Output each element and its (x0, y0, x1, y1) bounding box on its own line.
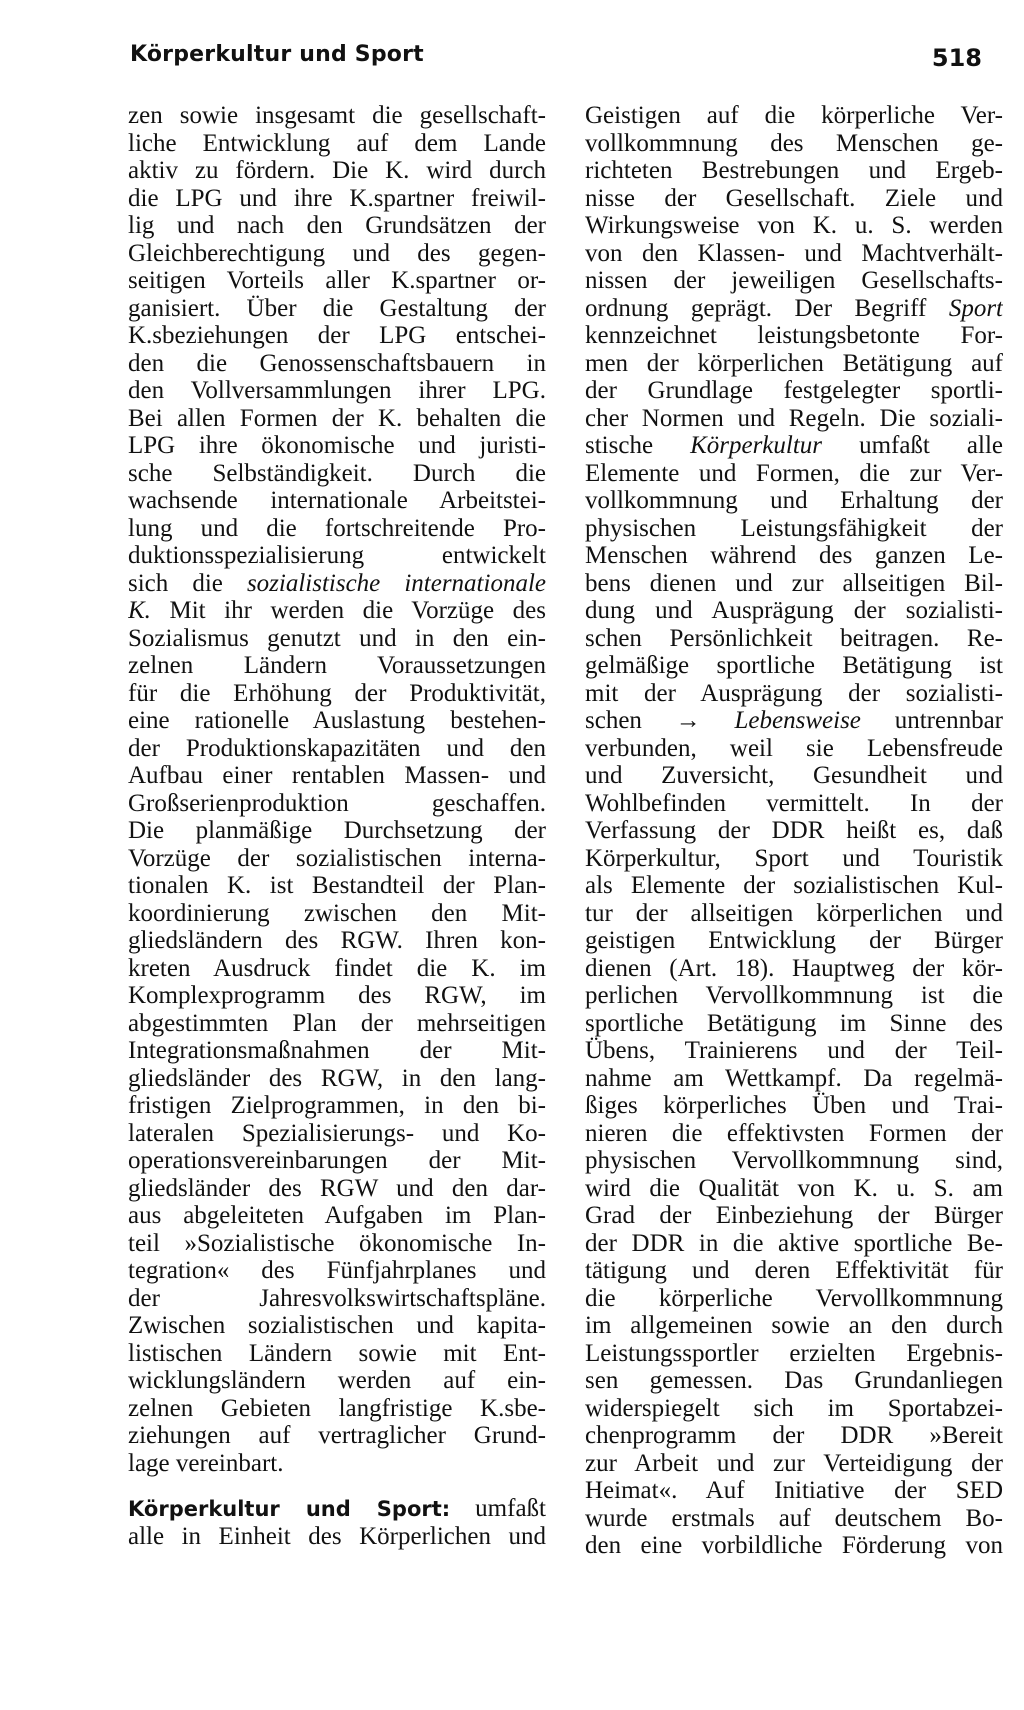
text-line: gelmäßige sportliche Betätigung ist (585, 652, 1003, 679)
text-line: lung und die fortschreitende Pro- (128, 514, 546, 542)
text-line: Geistigen auf die körperliche Ver- (585, 102, 1003, 129)
text-line: ordnung geprägt. Der Begriff Sport (585, 294, 1003, 322)
text-line: alle in Einheit des Körperlichen und (128, 1522, 546, 1550)
text-line: tegration« des Fünfjahrplanes und (128, 1257, 546, 1284)
italic-term: Lebensweise (734, 707, 861, 734)
text-line: geistigen Entwicklung der Bürger (585, 927, 1003, 954)
text-line: Menschen während des ganzen Le- (585, 542, 1003, 569)
text-line: physischen Leistungsfähigkeit der (585, 514, 1003, 542)
text-line: verbunden, weil sie Lebensfreude (585, 734, 1003, 762)
text-line: den eine vorbildliche Förderung von (585, 1532, 1003, 1559)
text-line: Gleichberechtigung und des gegen- (128, 239, 546, 267)
text-line: gliedsländer des RGW und den dar- (128, 1174, 546, 1202)
text-line: Vorzüge der sozialistischen interna- (128, 844, 546, 872)
text-line: vollkommnung des Menschen ge- (585, 129, 1003, 157)
text-line: kreten Ausdruck findet die K. im (128, 954, 546, 982)
text-line: zelnen Gebieten langfristige K.sbe- (128, 1394, 546, 1422)
text-line: die LPG und ihre K.spartner freiwil- (128, 184, 546, 212)
text-line: Übens, Trainierens und der Teil- (585, 1037, 1003, 1064)
text-line: ziehungen auf vertraglicher Grund- (128, 1422, 546, 1449)
text-line: nissen der jeweiligen Gesellschafts- (585, 267, 1003, 294)
text-line: K.sbeziehungen der LPG entschei- (128, 322, 546, 349)
text-line: liche Entwicklung auf dem Lande (128, 129, 546, 157)
text-line: Wohlbefinden vermittelt. In der (585, 789, 1003, 817)
text-line: schen Persönlichkeit beitragen. Re- (585, 624, 1003, 652)
text-line: gliedsländern des RGW. Ihren kon- (128, 927, 546, 954)
text-line: sen gemessen. Das Grundanliegen (585, 1367, 1003, 1394)
text-line: sche Selbständigkeit. Durch die (128, 459, 546, 487)
text-line: als Elemente der sozialistischen Kul- (585, 872, 1003, 899)
text-line: operationsvereinbarungen der Mit- (128, 1147, 546, 1174)
text-line: nieren die effektivsten Formen der (585, 1119, 1003, 1147)
text-line: widerspiegelt sich im Sportabzei- (585, 1394, 1003, 1422)
left-column (128, 102, 546, 1550)
text-line: perlichen Vervollkommnung ist die (585, 982, 1003, 1009)
text-line: Elemente und Formen, die zur Ver- (585, 459, 1003, 487)
text-line: für die Erhöhung der Produktivität, (128, 679, 546, 707)
text-line: teil »Sozialistische ökonomische In- (128, 1229, 546, 1257)
text-line: lig und nach den Grundsätzen der (128, 212, 546, 239)
text-line: Bei allen Formen der K. behalten die (128, 404, 546, 432)
text-line: dung und Ausprägung der sozialisti- (585, 597, 1003, 624)
entry-heading-line: Körperkultur und Sport: umfaßt (128, 1495, 546, 1522)
text-line: der Produktionskapazitäten und den (128, 734, 546, 762)
text-line: aus abgeleiteten Aufgaben im Plan- (128, 1202, 546, 1229)
text-line: vollkommnung und Erhaltung der (585, 487, 1003, 514)
text-line: von den Klassen- und Machtverhält- (585, 239, 1003, 267)
text-line: nisse der Gesellschaft. Ziele und (585, 184, 1003, 212)
italic-term: Körperkultur (690, 432, 823, 459)
text-line: den Vollversammlungen ihrer LPG. (128, 377, 546, 404)
text-line: wird die Qualität von K. u. S. am (585, 1174, 1003, 1202)
text-line: mit der Ausprägung der sozialisti- (585, 679, 1003, 707)
italic-term: K. (128, 597, 151, 624)
text-line: ganisiert. Über die Gestaltung der (128, 294, 546, 322)
italic-term: sozialistische internationale (246, 569, 546, 597)
text-line: Aufbau einer rentablen Massen- und (128, 762, 546, 789)
text-line: Sozialismus genutzt und in den ein- (128, 624, 546, 652)
text-line: bens dienen und zur allseitigen Bil- (585, 569, 1003, 597)
text-line: aktiv zu fördern. Die K. wird durch (128, 157, 546, 184)
text-line: Körperkultur, Sport und Touristik (585, 844, 1003, 872)
text-line: chenprogramm der DDR »Bereit (585, 1422, 1003, 1449)
text-line: der Jahresvolkswirtschaftspläne. (128, 1284, 546, 1312)
text-line: zur Arbeit und zur Verteidigung der (585, 1449, 1003, 1477)
text-line: Komplexprogramm des RGW, im (128, 982, 546, 1009)
text-line: gliedsländer des RGW, in den lang- (128, 1064, 546, 1092)
text-line: nahme am Wettkampf. Da regelmä- (585, 1064, 1003, 1092)
text-line: stische Körperkultur umfaßt alle (585, 432, 1003, 459)
text-line: schen → Lebensweise untrennbar (585, 707, 1003, 734)
right-column (585, 102, 1003, 1560)
text-line: Wirkungsweise von K. u. S. werden (585, 212, 1003, 239)
text-line: Grad der Einbeziehung der Bürger (585, 1202, 1003, 1229)
text-line: zen sowie insgesamt die gesellschaft- (128, 102, 546, 129)
text-line: ßiges körperliches Üben und Trai- (585, 1092, 1003, 1119)
text-line: sportliche Betätigung im Sinne des (585, 1009, 1003, 1037)
text-line: den die Genossenschaftsbauern in (128, 349, 546, 377)
text-line: kennzeichnet leistungsbetonte For- (585, 322, 1003, 349)
text-line: tur der allseitigen körperlichen und (585, 899, 1003, 927)
text-line: Großserienproduktion geschaffen. (128, 789, 546, 817)
text-line: richteten Bestrebungen und Ergeb- (585, 157, 1003, 184)
text-line: Integrationsmaßnahmen der Mit- (128, 1037, 546, 1064)
text-line: die körperliche Vervollkommnung (585, 1284, 1003, 1312)
text-line: wachsende internationale Arbeitstei- (128, 487, 546, 514)
text-line: tätigung und deren Effektivität für (585, 1257, 1003, 1284)
text-line: im allgemeinen sowie an den durch (585, 1312, 1003, 1339)
text-line: koordinierung zwischen den Mit- (128, 899, 546, 927)
text-line: lage vereinbart. (128, 1449, 284, 1477)
text-line: sich die sozialistische internationale (128, 569, 546, 597)
text-line: zelnen Ländern Voraussetzungen (128, 652, 546, 679)
text-line: Heimat«. Auf Initiative der SED (585, 1477, 1003, 1504)
text-line: cher Normen und Regeln. Die soziali- (585, 404, 1003, 432)
text-line: seitigen Vorteils aller K.spartner or- (128, 267, 546, 294)
text-line: der Grundlage festgelegter sportli- (585, 377, 1003, 404)
text-line: K. Mit ihr werden die Vorzüge des (128, 597, 546, 624)
text-line: Leistungssportler erzielten Ergebnis- (585, 1339, 1003, 1367)
text-line: Zwischen sozialistischen und kapita- (128, 1312, 546, 1339)
text-line: duktionsspezialisierung entwickelt (128, 542, 546, 569)
entry-heading: Körperkultur und Sport: (128, 1497, 451, 1521)
page-number: 518 (931, 44, 982, 72)
text-line: LPG ihre ökonomische und juristi- (128, 432, 546, 459)
text-line: listischen Ländern sowie mit Ent- (128, 1339, 546, 1367)
text-line: der DDR in die aktive sportliche Be- (585, 1229, 1003, 1257)
text-line: und Zuversicht, Gesundheit und (585, 762, 1003, 789)
text-line: physischen Vervollkommnung sind, (585, 1147, 1003, 1174)
text-line: abgestimmten Plan der mehrseitigen (128, 1009, 546, 1037)
running-header-title: Körperkultur und Sport (130, 42, 424, 67)
text-line: tionalen K. ist Bestandteil der Plan- (128, 872, 546, 899)
text-line: eine rationelle Auslastung bestehen- (128, 707, 546, 734)
text-line: Verfassung der DDR heißt es, daß (585, 817, 1003, 844)
text-line: wurde erstmals auf deutschem Bo- (585, 1504, 1003, 1532)
text-line: lateralen Spezialisierungs- und Ko- (128, 1119, 546, 1147)
text-line: dienen (Art. 18). Hauptweg der kör- (585, 954, 1003, 982)
text-line: men der körperlichen Betätigung auf (585, 349, 1003, 377)
text-line: wicklungsländern werden auf ein- (128, 1367, 546, 1394)
text-line: Die planmäßige Durchsetzung der (128, 817, 546, 844)
text-line: fristigen Zielprogrammen, in den bi- (128, 1092, 546, 1119)
italic-term: Sport (948, 294, 1003, 322)
